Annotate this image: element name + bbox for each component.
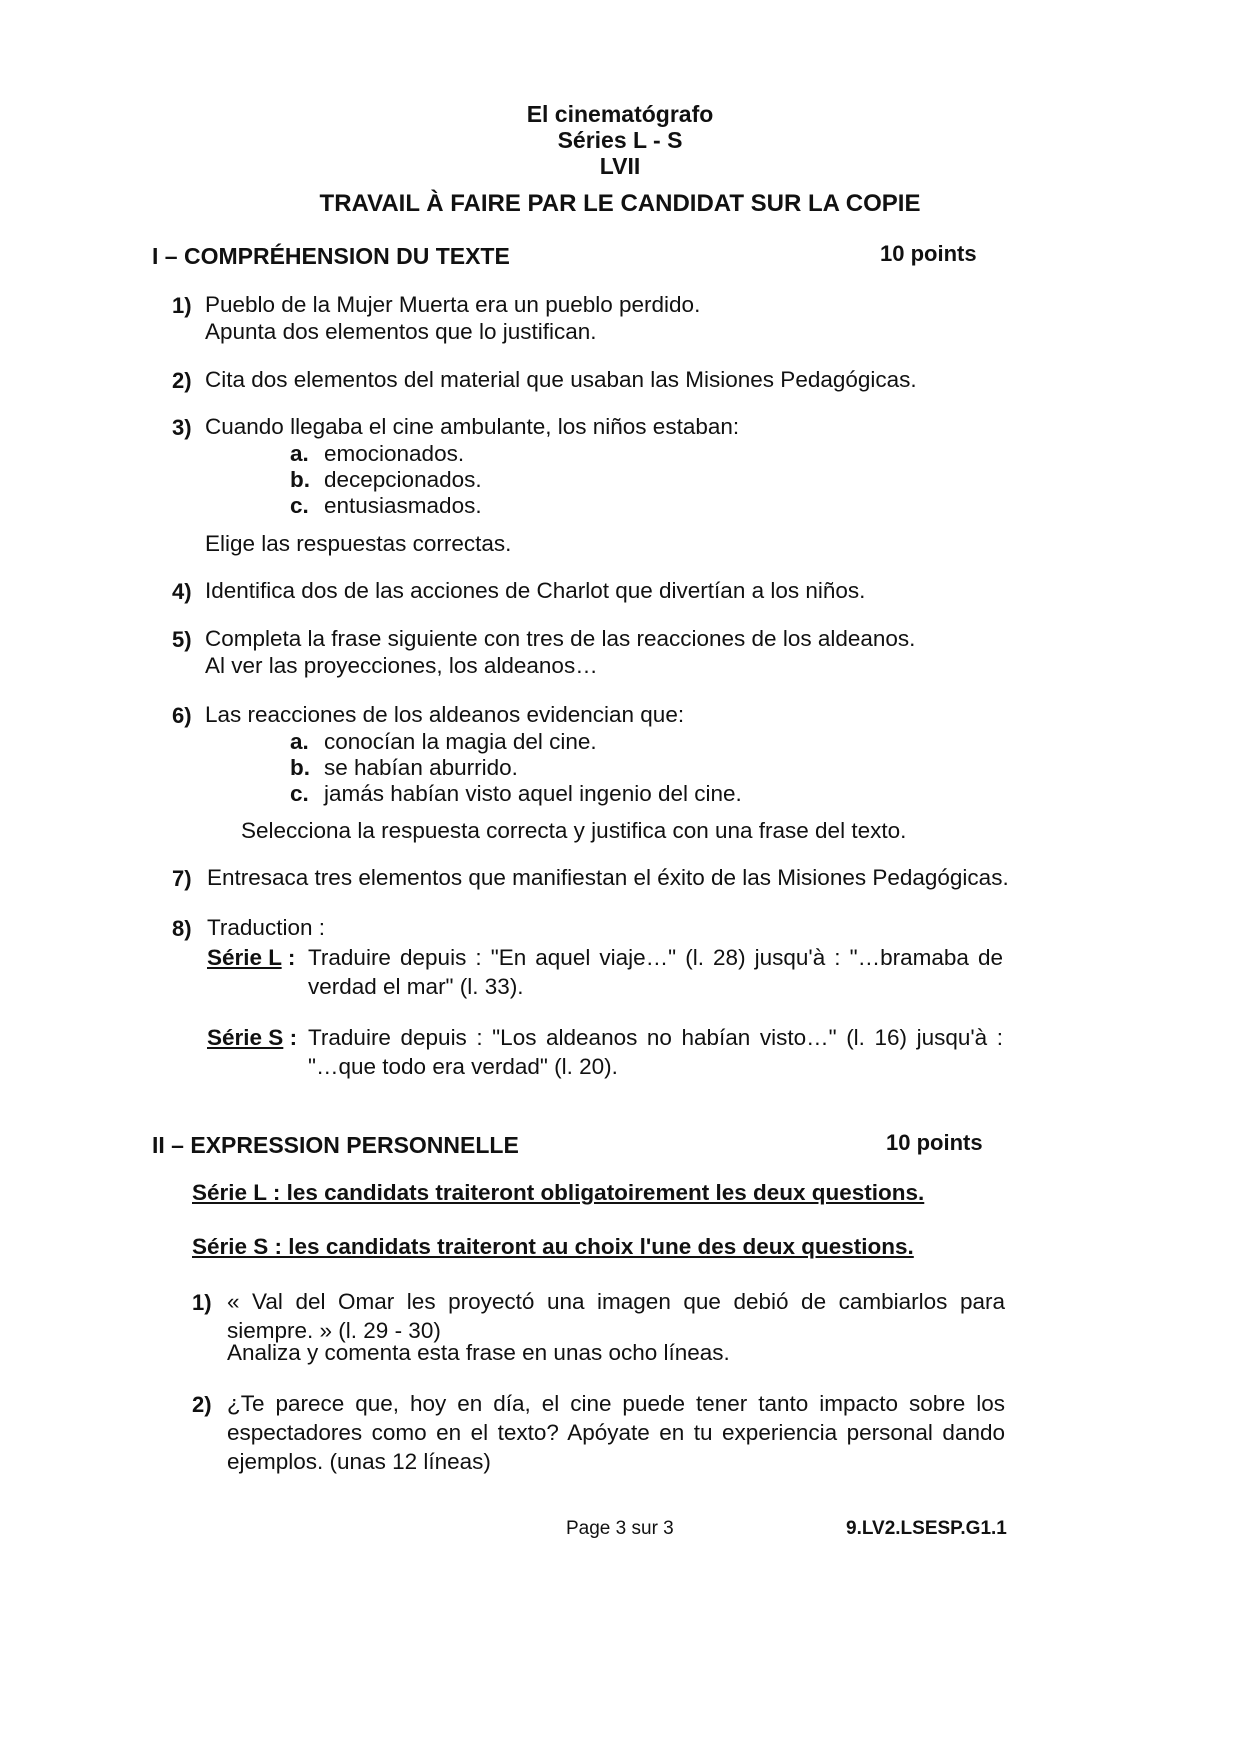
question-number: 5) (172, 627, 192, 652)
question-text: ¿Te parece que, hoy en día, el cine puede tener tanto impacto sobre los espectadores como en el texto? Apóyate en tu experiencia personal dando ejemplos. (unas 12 líneas) (227, 1391, 1005, 1474)
question-text: Cita dos elementos del material que usaban las Misiones Pedagógicas. (205, 367, 917, 392)
document-series: Séries L - S (557, 127, 683, 153)
question-instruction: Selecciona la respuesta correcta y justifica con una frase del texto. (241, 818, 907, 843)
serie-l-translation: Traduire depuis : "En aquel viaje…" (l. 28) jusqu'à : "…bramaba de verdad el mar" (l. 33). (308, 945, 1003, 999)
question-text: Apunta dos elementos que lo justifican. (205, 319, 597, 344)
option-letter: b. (290, 467, 310, 492)
question-number: 4) (172, 579, 192, 604)
section-1-title: I – COMPRÉHENSION DU TEXTE (152, 243, 510, 269)
option-text: emocionados. (324, 441, 465, 466)
document-instruction: TRAVAIL À FAIRE PAR LE CANDIDAT SUR LA COPIE (319, 190, 921, 217)
option-letter: a. (290, 729, 309, 754)
section-2-title: II – EXPRESSION PERSONNELLE (152, 1132, 519, 1158)
option-text: jamás habían visto aquel ingenio del cine. (324, 781, 742, 806)
option-text: decepcionados. (324, 467, 482, 492)
page-number: Page 3 sur 3 (566, 1518, 674, 1539)
serie-s-note: Série S : les candidats traiteront au choix l'une des deux questions. (192, 1234, 914, 1259)
question-text: Traduction : (207, 915, 325, 940)
serie-l-label (207, 943, 295, 972)
option-letter: a. (290, 441, 309, 466)
question-text: Entresaca tres elementos que manifiestan el éxito de las Misiones Pedagógicas. (207, 865, 1009, 890)
option-text: conocían la magia del cine. (324, 729, 597, 754)
serie-s-translation: Traduire depuis : "Los aldeanos no habían visto…" (l. 16) jusqu'à : "…que todo era verdad" (l. 20). (308, 1025, 1003, 1079)
question-text: Al ver las proyecciones, los aldeanos… (205, 653, 598, 678)
question-text: Completa la frase siguiente con tres de las reacciones de los aldeanos. (205, 626, 916, 651)
option-letter: c. (290, 493, 309, 518)
document-level: LVII (599, 153, 641, 179)
question-number: 1) (192, 1290, 212, 1315)
document-code: 9.LV2.LSESP.G1.1 (846, 1518, 1007, 1539)
serie-l-name: Série L (207, 945, 282, 970)
question-number: 3) (172, 415, 192, 440)
option-text: se habían aburrido. (324, 755, 518, 780)
serie-s-name: Série S (207, 1025, 284, 1050)
question-instruction: Elige las respuestas correctas. (205, 531, 512, 556)
option-letter: b. (290, 755, 310, 780)
question-text: Identifica dos de las acciones de Charlot que divertían a los niños. (205, 578, 866, 603)
question-text: Pueblo de la Mujer Muerta era un pueblo perdido. (205, 292, 701, 317)
section-2-points: 10 points (886, 1130, 983, 1155)
serie-s-colon: : (283, 1025, 298, 1050)
document-title: El cinematógrafo (526, 101, 714, 127)
serie-s-label (207, 1023, 297, 1052)
question-number: 8) (172, 916, 192, 941)
question-number: 7) (172, 866, 192, 891)
serie-l-colon: : (281, 945, 296, 970)
question-number: 2) (192, 1392, 212, 1417)
question-instruction: Analiza y comenta esta frase en unas ocho líneas. (227, 1340, 730, 1365)
question-text: « Val del Omar les proyectó una imagen que debió de cambiarlos para siempre. » (l. 29 - 30) (227, 1289, 1005, 1343)
section-1-points: 10 points (880, 241, 977, 266)
question-text: Cuando llegaba el cine ambulante, los niños estaban: (205, 414, 740, 439)
question-number: 2) (172, 368, 192, 393)
question-text: Las reacciones de los aldeanos evidencian que: (205, 702, 685, 727)
option-letter: c. (290, 781, 309, 806)
serie-l-note: Série L : les candidats traiteront obligatoirement les deux questions. (192, 1180, 925, 1205)
option-text: entusiasmados. (324, 493, 482, 518)
question-number: 1) (172, 293, 192, 318)
question-number: 6) (172, 703, 192, 728)
